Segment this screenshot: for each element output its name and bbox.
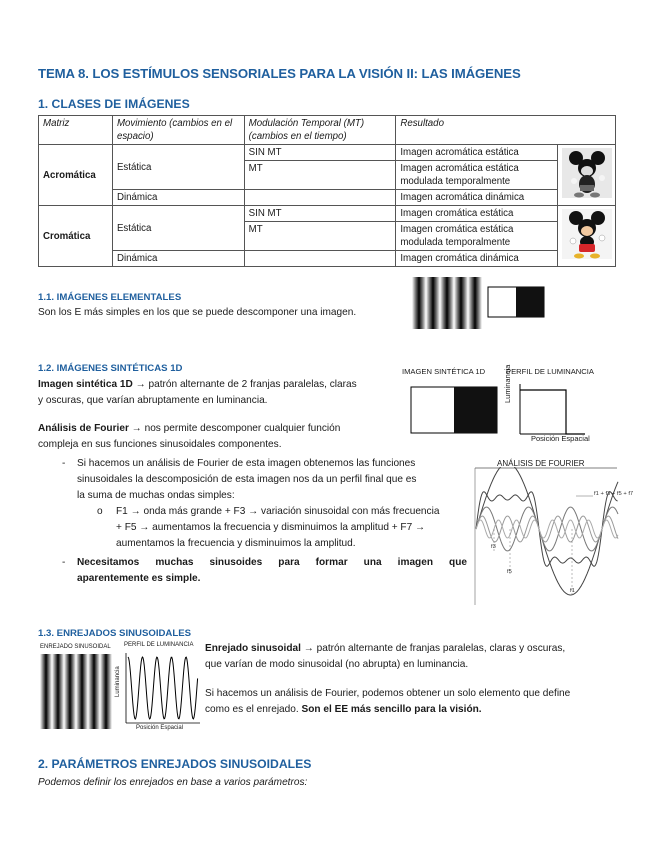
sub-bullet-marker: o — [97, 506, 103, 517]
table-row — [39, 206, 616, 222]
mt-cell: MT — [244, 161, 396, 190]
sub-bullet-frequencies — [116, 504, 476, 552]
fourier-def-line1 — [38, 421, 340, 437]
sintetica-def-line2: y oscuras, que varían abruptamente en luminancia. — [38, 395, 268, 406]
resultado-cell: Imagen cromática estática — [396, 206, 558, 222]
sub-line1: F1 → onda más grande + F3 → variación sinusoidal con más frecuencia — [116, 506, 440, 517]
fourier-def-term: Análisis de Fourier — [38, 423, 129, 434]
page-title: TEMA 8. LOS ESTÍMULOS SENSORIALES PARA LA VISIÓN II: LAS IMÁGENES — [38, 66, 521, 81]
matriz-cromatica: Cromática — [39, 206, 113, 267]
resultado-cell: Imagen cromática dinámica — [396, 251, 558, 267]
sub-line3: aumentamos la frecuencia y disminuimos la amplitud. — [116, 538, 356, 549]
table-row — [39, 251, 616, 267]
bullet2-line1: Necesitamos muchas sinusoides para formar una imagen que — [77, 557, 467, 568]
resultado-cell: Imagen acromática dinámica — [396, 190, 558, 206]
bullet-necesitamos — [77, 555, 467, 587]
sintetica-fig-label: IMAGEN SINTÉTICA 1D — [402, 367, 486, 376]
perfil-fig-label: PERFIL DE LUMINANCIA — [506, 367, 594, 376]
fourier-f1-label: f1 — [570, 588, 575, 594]
header-matriz: Matriz — [39, 116, 113, 145]
fourier-figure — [472, 467, 622, 607]
subsection-heading-sinteticas: 1.2. IMÁGENES SINTÉTICAS 1D — [38, 363, 183, 374]
elementales-figure — [412, 277, 548, 329]
subsection-heading-elementales: 1.1. IMÁGENES ELEMENTALES — [38, 292, 182, 303]
bullet2-line2: aparentemente es simple. — [77, 573, 201, 584]
parametros-intro: Podemos definir los enrejados en base a varios parámetros: — [38, 777, 308, 788]
mt-cell: SIN MT — [244, 145, 396, 161]
bullet1-line2: sinusoidales la descomposición de esta imagen nos da un perfil final que es — [77, 474, 417, 485]
resultado-cell: Imagen acromática estática modulada temporalmente — [396, 161, 558, 190]
elementales-grating — [412, 277, 482, 329]
sintetica-fig-ylabel: Luminancia — [503, 364, 512, 403]
elementales-text: Son los E más simples en los que se puede descomponer una imagen. — [38, 307, 357, 318]
enrejado-grating — [40, 654, 112, 729]
table-row — [39, 190, 616, 206]
mov-dinamica-acro: Dinámica — [112, 190, 244, 206]
enrejado-def-paragraph — [205, 641, 617, 673]
section-heading-clases: 1. CLASES DE IMÁGENES — [38, 97, 190, 111]
bullet1-line1: Si hacemos un análisis de Fourier de esta imagen obtenemos las funciones — [77, 458, 416, 469]
mickey-bw-image — [558, 145, 616, 206]
mt-cell: MT — [244, 222, 396, 251]
enrejado-fourier-line1: Si hacemos un análisis de Fourier, podemos obtener un solo elemento que define — [205, 688, 571, 699]
resultado-cell: Imagen cromática estática modulada temporalmente — [396, 222, 558, 251]
enrejado-def-line2: que varían de modo sinusoidal (no abrupta) en luminancia. — [205, 659, 469, 670]
mt-cell: SIN MT — [244, 206, 396, 222]
enrejado-def-line1 — [205, 641, 617, 657]
mt-cell — [244, 190, 396, 206]
fourier-sum-label: f1 + f3 + f5 + f7 — [594, 491, 634, 497]
table-header-row — [39, 116, 616, 145]
fourier-def-line2: compleja en sus funciones sinusoidales componentes. — [38, 439, 282, 450]
sub-line2: + F5 → aumentamos la frecuencia y disminuimos la amplitud + F7 → — [116, 522, 426, 533]
table-row — [39, 145, 616, 161]
enrejado-fourier-paragraph — [205, 686, 617, 718]
header-modulacion: Modulación Temporal (MT) (cambios en el tiempo) — [244, 116, 396, 145]
bullet-dash-1: - — [62, 458, 66, 469]
fourier-f5-label: f5 — [507, 569, 512, 575]
bullet-fourier-analysis — [77, 456, 472, 504]
bullet1-line3: la suma de muchas ondas simples: — [77, 490, 235, 501]
subsection-heading-enrejados: 1.3. ENREJADOS SINUSOIDALES — [38, 628, 192, 639]
fourier-fig-title: ANÁLISIS DE FOURIER — [497, 459, 585, 468]
enrejado-fig-xlabel: Posición Espacial — [136, 725, 184, 731]
enrejado-fourier-conclusion: Son el EE más sencillo para la visión. — [301, 704, 482, 715]
header-resultado: Resultado — [396, 116, 616, 145]
enrejado-def-text: → patrón alternante de franjas paralelas, claras y oscuras, — [300, 643, 566, 654]
mov-dinamica-cro: Dinámica — [112, 251, 244, 267]
sintetica-def-text: → patrón alternante de 2 franjas paralelas, claras — [132, 379, 357, 390]
bullet-dash-2: - — [62, 557, 66, 568]
mov-estatica-acro: Estática — [112, 145, 244, 190]
sintetica-def-term: Imagen sintética 1D — [38, 379, 133, 390]
matriz-acromatica: Acromática — [39, 145, 113, 206]
header-movimiento: Movimiento (cambios en el espacio) — [112, 116, 244, 145]
section-heading-parametros: 2. PARÁMETROS ENREJADOS SINUSOIDALES — [38, 757, 312, 771]
resultado-cell: Imagen acromática estática — [396, 145, 558, 161]
mickey-color-image — [558, 206, 616, 267]
mickey-color-icon — [562, 209, 612, 259]
mt-cell — [244, 251, 396, 267]
enrejado-fig-ylabel: Luminancia — [115, 666, 121, 697]
enrejado-def-term: Enrejado sinusoidal — [205, 643, 301, 654]
sintetica-fig-xlabel: Posición Espacial — [531, 434, 590, 443]
fourier-f3-label: f3 — [491, 544, 496, 550]
enrejado-perfil-label: PERFIL DE LUMINANCIA — [124, 642, 194, 648]
enrejado-fourier-text: como es el enrejado. — [205, 704, 302, 715]
mickey-bw-icon — [562, 148, 612, 198]
sintetica-def-line1 — [38, 377, 357, 393]
clases-table — [38, 115, 616, 267]
fourier-def-text: → nos permite descomponer cualquier función — [128, 423, 341, 434]
enrejado-fig-label: ENREJADO SINUSOIDAL — [40, 644, 111, 650]
mov-estatica-cro: Estática — [112, 206, 244, 251]
enrejado-fourier-line2 — [205, 702, 617, 718]
